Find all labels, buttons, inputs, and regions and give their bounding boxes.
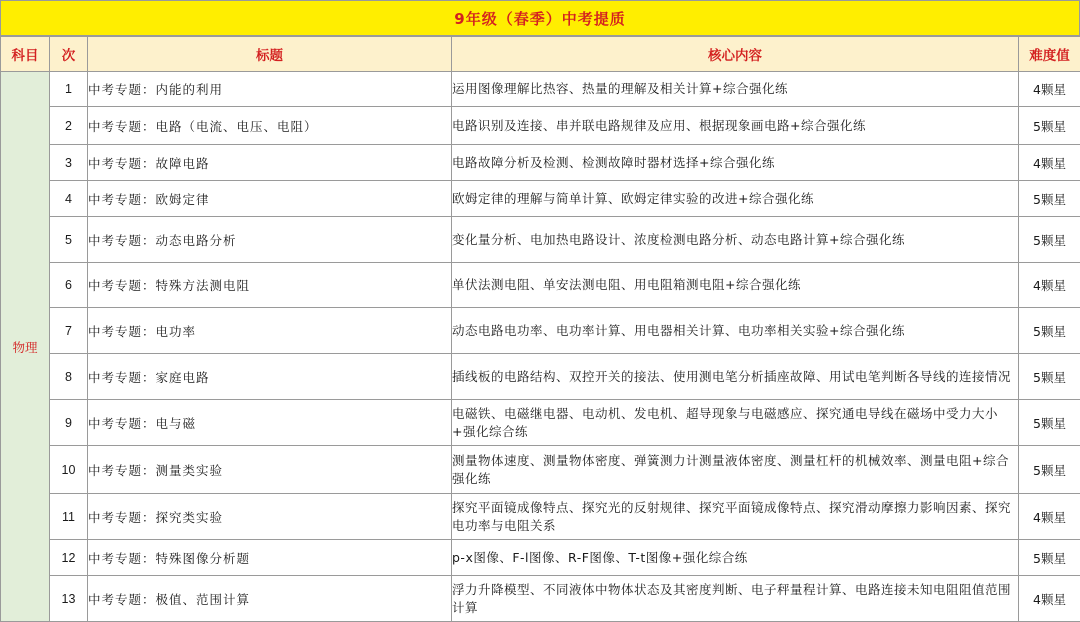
row-title: 中考专题：探究类实验 — [88, 494, 452, 540]
row-core-content: 电路识别及连接、串并联电路规律及应用、根据现象画电路+综合强化练 — [452, 107, 1019, 145]
row-number: 2 — [50, 107, 88, 145]
table-row — [1, 72, 1080, 107]
row-core-content: 运用图像理解比热容、热量的理解及相关计算+综合强化练 — [452, 72, 1019, 107]
row-difficulty: 5颗星 — [1019, 308, 1080, 354]
header-no: 次 — [50, 37, 88, 72]
table-row — [1, 217, 1080, 263]
row-core-content: 浮力升降模型、不同液体中物体状态及其密度判断、电子秤量程计算、电路连接未知电阻阻值范围计算 — [452, 576, 1019, 622]
row-difficulty: 5颗星 — [1019, 181, 1080, 217]
table-row — [1, 494, 1080, 540]
row-title: 中考专题：特殊方法测电阻 — [88, 263, 452, 308]
row-difficulty: 5颗星 — [1019, 446, 1080, 494]
row-core-content: p-x图像、F-l图像、R-F图像、T-t图像+强化综合练 — [452, 540, 1019, 576]
row-number: 4 — [50, 181, 88, 217]
row-number: 7 — [50, 308, 88, 354]
row-number: 5 — [50, 217, 88, 263]
row-title: 中考专题：极值、范围计算 — [88, 576, 452, 622]
row-number: 13 — [50, 576, 88, 622]
row-title: 中考专题：电与磁 — [88, 400, 452, 446]
table-row — [1, 354, 1080, 400]
table-row — [1, 400, 1080, 446]
row-difficulty: 5颗星 — [1019, 107, 1080, 145]
row-title: 中考专题：欧姆定律 — [88, 181, 452, 217]
row-core-content: 单伏法测电阻、单安法测电阻、用电阻箱测电阻+综合强化练 — [452, 263, 1019, 308]
row-number: 11 — [50, 494, 88, 540]
header-subject: 科目 — [1, 37, 50, 72]
row-difficulty: 4颗星 — [1019, 72, 1080, 107]
row-number: 10 — [50, 446, 88, 494]
row-number: 6 — [50, 263, 88, 308]
row-core-content: 插线板的电路结构、双控开关的接法、使用测电笔分析插座故障、用试电笔判断各导线的连接情况 — [452, 354, 1019, 400]
row-difficulty: 4颗星 — [1019, 576, 1080, 622]
header-core: 核心内容 — [452, 37, 1019, 72]
header-difficulty: 难度值 — [1019, 37, 1080, 72]
row-number: 8 — [50, 354, 88, 400]
curriculum-table — [0, 36, 1080, 622]
sheet-title: 9年级（春季）中考提质 — [0, 0, 1080, 36]
row-number: 9 — [50, 400, 88, 446]
row-core-content: 探究平面镜成像特点、探究光的反射规律、探究平面镜成像特点、探究滑动摩擦力影响因素、探究电功率与电阻关系 — [452, 494, 1019, 540]
table-row — [1, 181, 1080, 217]
row-title: 中考专题：故障电路 — [88, 145, 452, 181]
row-title: 中考专题：测量类实验 — [88, 446, 452, 494]
row-title: 中考专题：电路（电流、电压、电阻） — [88, 107, 452, 145]
row-difficulty: 4颗星 — [1019, 494, 1080, 540]
row-difficulty: 5颗星 — [1019, 217, 1080, 263]
table-row — [1, 446, 1080, 494]
subject-cell: 物理 — [1, 72, 50, 622]
header-row — [1, 37, 1080, 72]
row-core-content: 变化量分析、电加热电路设计、浓度检测电路分析、动态电路计算+综合强化练 — [452, 217, 1019, 263]
row-difficulty: 4颗星 — [1019, 263, 1080, 308]
row-difficulty: 5颗星 — [1019, 540, 1080, 576]
row-title: 中考专题：家庭电路 — [88, 354, 452, 400]
row-title: 中考专题：电功率 — [88, 308, 452, 354]
row-core-content: 欧姆定律的理解与简单计算、欧姆定律实验的改进+综合强化练 — [452, 181, 1019, 217]
row-title: 中考专题：动态电路分析 — [88, 217, 452, 263]
row-title: 中考专题：特殊图像分析题 — [88, 540, 452, 576]
row-core-content: 动态电路电功率、电功率计算、用电器相关计算、电功率相关实验+综合强化练 — [452, 308, 1019, 354]
table-row — [1, 540, 1080, 576]
row-number: 3 — [50, 145, 88, 181]
row-title: 中考专题：内能的利用 — [88, 72, 452, 107]
row-difficulty: 4颗星 — [1019, 145, 1080, 181]
row-number: 12 — [50, 540, 88, 576]
table-row — [1, 308, 1080, 354]
header-title: 标题 — [88, 37, 452, 72]
row-difficulty: 5颗星 — [1019, 400, 1080, 446]
row-difficulty: 5颗星 — [1019, 354, 1080, 400]
row-core-content: 测量物体速度、测量物体密度、弹簧测力计测量液体密度、测量杠杆的机械效率、测量电阻+综合强化练 — [452, 446, 1019, 494]
row-core-content: 电路故障分析及检测、检测故障时器材选择+综合强化练 — [452, 145, 1019, 181]
table-row — [1, 263, 1080, 308]
row-core-content: 电磁铁、电磁继电器、电动机、发电机、超导现象与电磁感应、探究通电导线在磁场中受力大小+强化综合练 — [452, 400, 1019, 446]
row-number: 1 — [50, 72, 88, 107]
table-row — [1, 576, 1080, 622]
table-row — [1, 107, 1080, 145]
table-row — [1, 145, 1080, 181]
